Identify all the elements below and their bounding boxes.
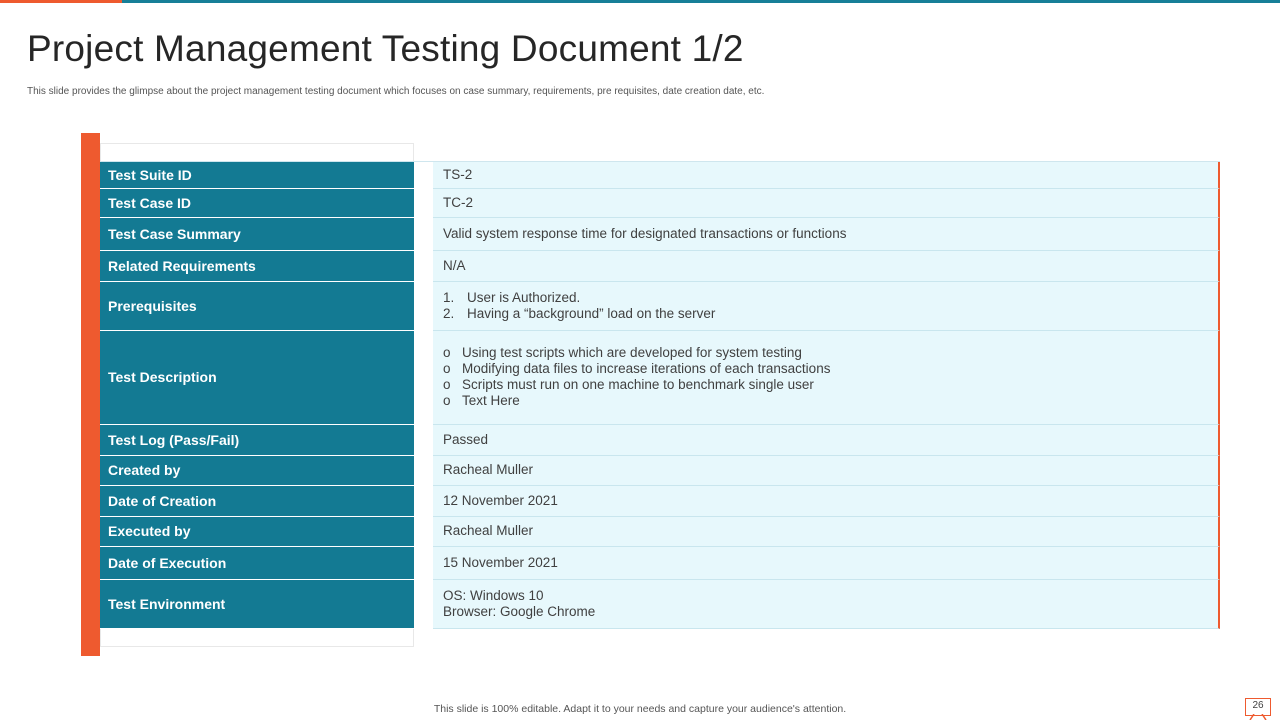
- table-row: [100, 517, 1220, 547]
- row-value: [433, 517, 1220, 547]
- row-value: [433, 218, 1220, 251]
- slide-subtitle: This slide provides the glimpse about the project management testing document which focuses on case summary, requirements, pre requisites, date creation date, etc.: [27, 86, 765, 97]
- row-label: Created by: [100, 456, 414, 486]
- orange-accent-bar: [81, 133, 100, 656]
- table-row: [100, 282, 1220, 332]
- value-text: Racheal Muller: [443, 523, 534, 539]
- row-label: Executed by: [100, 517, 414, 547]
- value-line: [443, 493, 1218, 509]
- list-number: 1.: [443, 289, 455, 305]
- row-value: [433, 282, 1220, 332]
- column-gap: [414, 580, 433, 629]
- table-row: [100, 425, 1220, 456]
- column-gap: [414, 486, 433, 517]
- value-text: OS: Windows 10: [443, 587, 544, 603]
- value-text: 15 November 2021: [443, 554, 558, 570]
- table-row: [100, 580, 1220, 629]
- column-gap: [414, 218, 433, 251]
- value-text: TS-2: [443, 167, 473, 183]
- table-row: [100, 162, 1220, 189]
- value-text: Passed: [443, 431, 489, 447]
- row-label: Date of Creation: [100, 486, 414, 517]
- top-border-accent: [0, 0, 122, 3]
- page-number: 26: [1252, 700, 1264, 711]
- row-value: [433, 425, 1220, 456]
- value-text: User is Authorized.: [467, 289, 581, 305]
- value-line: [443, 258, 1218, 274]
- value-line: [443, 226, 1218, 242]
- circle-bullet-icon: o: [443, 377, 451, 393]
- column-gap: [414, 162, 433, 189]
- row-label: Prerequisites: [100, 282, 414, 332]
- circle-bullet-icon: o: [443, 361, 451, 377]
- top-border-line: [0, 0, 1280, 3]
- column-gap: [414, 425, 433, 456]
- value-line: [443, 432, 1218, 448]
- value-line: [443, 167, 1218, 183]
- table-row: [100, 218, 1220, 251]
- value-text: Browser: Google Chrome: [443, 603, 596, 619]
- circle-bullet-icon: o: [443, 345, 451, 361]
- row-label: Related Requirements: [100, 251, 414, 281]
- list-item: [443, 377, 1218, 393]
- value-text: N/A: [443, 257, 466, 273]
- value-line: [443, 195, 1218, 211]
- value-line: [443, 555, 1218, 571]
- value-text: Having a “background” load on the server: [467, 305, 716, 321]
- value-text: Using test scripts which are developed for system testing: [462, 345, 802, 361]
- row-value: [433, 331, 1220, 425]
- row-label: Test Suite ID: [100, 162, 414, 189]
- circle-bullet-icon: o: [443, 393, 451, 409]
- row-value: [433, 486, 1220, 517]
- column-gap: [414, 331, 433, 425]
- table-row: [100, 331, 1220, 425]
- list-item: [443, 290, 1218, 306]
- value-text: Modifying data files to increase iterations of each transactions: [462, 361, 831, 377]
- table-row: [100, 251, 1220, 281]
- column-gap: [414, 189, 433, 218]
- row-label: Test Environment: [100, 580, 414, 629]
- value-text: Valid system response time for designated transactions or functions: [443, 226, 847, 242]
- value-line: [443, 523, 1218, 539]
- row-label: Test Log (Pass/Fail): [100, 425, 414, 456]
- row-value: [433, 580, 1220, 629]
- list-number: 2.: [443, 305, 455, 321]
- row-value: [433, 251, 1220, 281]
- easel-legs-icon: [1245, 714, 1271, 720]
- value-text: TC-2: [443, 195, 473, 211]
- list-item: [443, 361, 1218, 377]
- value-text: Scripts must run on one machine to benchmark single user: [462, 377, 814, 393]
- table-row: [100, 547, 1220, 580]
- row-label: Test Description: [100, 331, 414, 425]
- column-gap: [414, 547, 433, 580]
- column-gap: [414, 251, 433, 281]
- list-item: [443, 345, 1218, 361]
- table-row: [100, 486, 1220, 517]
- row-value: [433, 456, 1220, 486]
- row-value: [433, 189, 1220, 218]
- table-row: [100, 456, 1220, 486]
- column-gap: [414, 517, 433, 547]
- list-item: [443, 306, 1218, 322]
- row-value: [433, 547, 1220, 580]
- value-line: [443, 462, 1218, 478]
- column-gap: [414, 282, 433, 332]
- row-label: Date of Execution: [100, 547, 414, 580]
- table-row: [100, 189, 1220, 218]
- row-label: Test Case Summary: [100, 218, 414, 251]
- value-text: Text Here: [462, 393, 520, 409]
- slide-footer: This slide is 100% editable. Adapt it to your needs and capture your audience's attention.: [433, 703, 847, 715]
- row-label: Test Case ID: [100, 189, 414, 218]
- list-item: [443, 393, 1218, 409]
- testing-document-table: [100, 161, 1220, 629]
- slide-title: Project Management Testing Document 1/2: [27, 28, 744, 69]
- value-line: [443, 588, 1218, 604]
- value-line: [443, 604, 1218, 620]
- row-value: [433, 162, 1220, 189]
- value-text: 12 November 2021: [443, 492, 558, 508]
- value-text: Racheal Muller: [443, 462, 534, 478]
- column-gap: [414, 456, 433, 486]
